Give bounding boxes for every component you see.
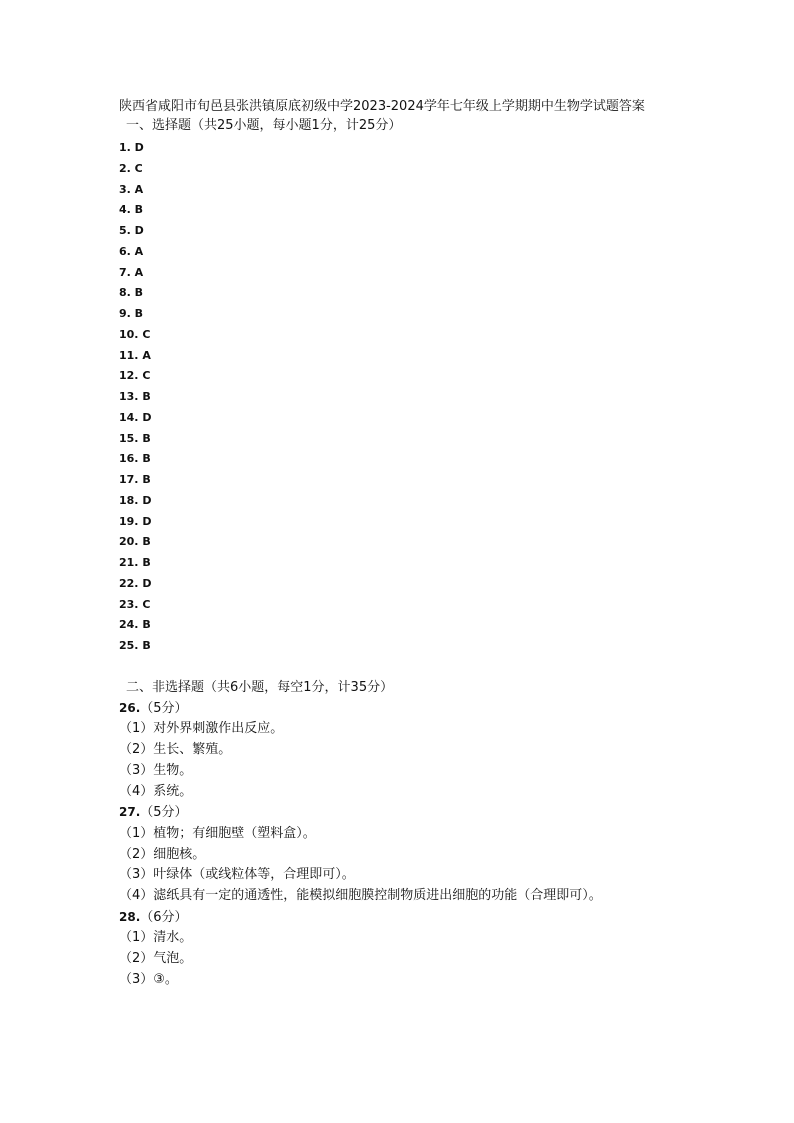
question-block [119,907,689,991]
answer-item: 5. D [119,224,144,237]
answer-item: 9. B [119,307,144,320]
answer-item: 7. A [119,265,144,279]
answer-line: （2）生长、繁殖。 [119,742,232,758]
answer-item: 10. C [119,327,151,341]
question-number: 26. [119,700,141,715]
question-points: （5分） [140,700,188,716]
answer-item: 15. B [119,431,151,445]
answer-item: 23. C [119,597,151,611]
section-gap [119,657,689,678]
open-questions [119,698,689,991]
answer-item: 17. B [119,473,151,486]
question-block [119,698,689,803]
answer-item: 21. B [119,556,151,569]
answer-item: 18. D [119,493,152,507]
answer-item: 12. C [119,369,151,383]
answer-line: （1）对外界刺激作出反应。 [119,721,284,737]
answer-item: 22. D [119,576,152,590]
answer-item: 13. B [119,390,151,403]
answer-item: 1. D [119,141,144,154]
question-points: （6分） [140,909,188,925]
answer-line: （3）生物。 [119,762,193,778]
answer-item: 11. A [119,348,151,362]
answer-item: 20. B [119,535,151,549]
question-number: 28. [119,909,141,924]
question-header [119,907,689,929]
section-1-heading: 一、选择题（共25小题，每小题1分，计25分） [126,118,402,133]
answer-line: （3）叶绿体（或线粒体等，合理即可）。 [119,867,355,883]
answer-item: 25. B [119,639,151,652]
answer-item: 16. B [119,452,151,466]
answer-line: （2）气泡。 [119,951,193,967]
answer-line: （4）滤纸具有一定的通透性，能模拟细胞膜控制物质进出细胞的功能（合理即可）。 [119,888,602,904]
multiple-choice-answers [119,138,689,657]
question-header [119,698,689,720]
answer-item: 24. B [119,618,151,632]
answer-item: 2. C [119,161,143,175]
section-2-heading: 二、非选择题（共6小题，每空1分，计35分） [126,679,394,695]
question-points: （5分） [140,805,188,821]
answer-line: （2）细胞核。 [119,846,206,862]
answer-item: 8. B [119,286,144,300]
answer-item: 19. D [119,514,152,528]
document-content [119,97,689,991]
question-block [119,802,689,907]
question-header [119,802,689,824]
answer-line: （4）系统。 [119,783,193,799]
answer-line: （3）③。 [119,971,178,987]
question-number: 27. [119,805,141,820]
answer-item: 3. A [119,182,144,196]
answer-line: （1）清水。 [119,930,193,946]
answer-item: 14. D [119,410,152,424]
answer-item: 4. B [119,203,144,217]
document-title: 陕西省咸阳市旬邑县张洪镇原底初级中学2023-2024学年七年级上学期期中生物学试题答案 [119,99,645,114]
answer-line: （1）植物；有细胞壁（塑料盒）。 [119,825,316,841]
answer-item: 6. A [119,244,144,258]
